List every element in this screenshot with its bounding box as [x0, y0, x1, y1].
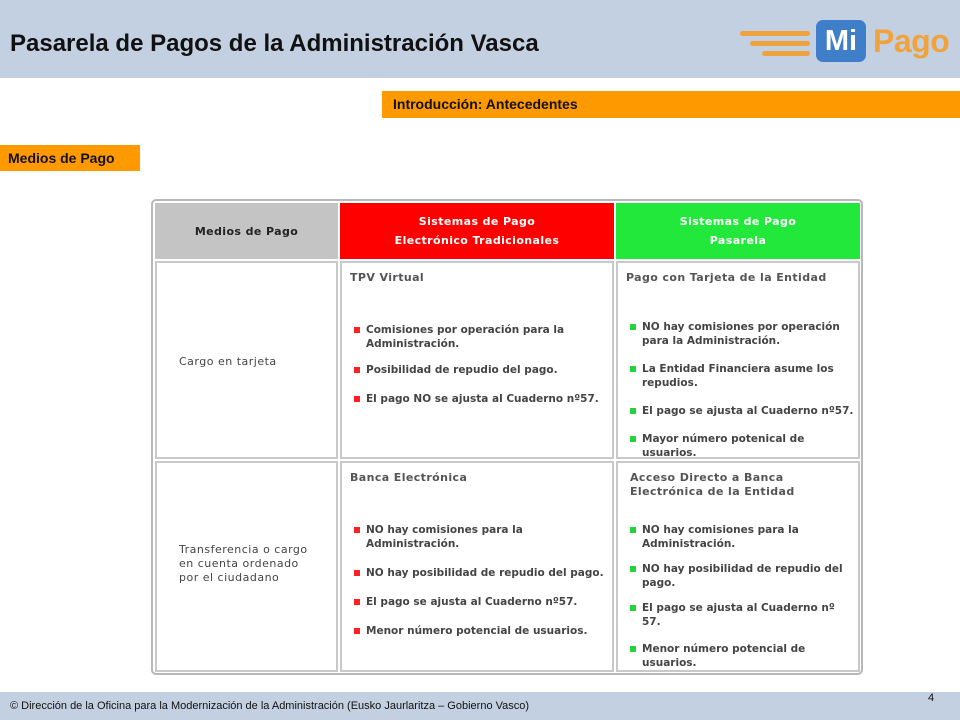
- red-bullet-icon: [354, 599, 360, 605]
- red-bullet-icon: [354, 628, 360, 634]
- green-bullet-icon: [630, 408, 636, 414]
- bullet-text: NO hay posibilidad de repudio del pago.: [642, 563, 843, 589]
- bullet-item: [628, 362, 854, 390]
- bullet-text: NO hay posibilidad de repudio del pago.: [366, 567, 604, 579]
- page-number: 4: [928, 692, 935, 704]
- row-label-transfer: Transferencia o cargo en cuenta ordenado por el ciudadano: [179, 543, 308, 584]
- logo-pago-text: Pago: [873, 23, 950, 59]
- logo-speed-line: [740, 31, 810, 36]
- row-label-card: Cargo en tarjeta: [179, 355, 277, 368]
- green-bullet-icon: [630, 646, 636, 652]
- red-bullet-icon: [354, 396, 360, 402]
- footer-band: [0, 692, 960, 720]
- row-label-cell: [155, 261, 338, 459]
- traditional-bank-bullets: [352, 523, 608, 638]
- red-bullet-icon: [354, 527, 360, 533]
- traditional-bank-cell: [340, 461, 614, 672]
- bullet-item: [628, 404, 854, 418]
- pasarela-bank-title: Acceso Directo a Banca Electrónica de la Entidad: [630, 471, 795, 498]
- header-pasarela-line2: Pasarela: [709, 234, 767, 247]
- green-bullet-icon: [630, 324, 636, 330]
- row-label-cell: [155, 461, 338, 672]
- bullet-item: [352, 595, 608, 609]
- logo-mi-badge: Mi: [816, 20, 866, 62]
- bullet-text: La Entidad Financiera asume los repudios.: [642, 363, 834, 389]
- section-tag: Introducción: Antecedentes: [382, 91, 960, 118]
- bullet-item: [352, 392, 608, 406]
- red-bullet-icon: [354, 570, 360, 576]
- bullet-item: [352, 523, 608, 551]
- header-band: [0, 0, 960, 78]
- bullet-text: Menor número potencial de usuarios.: [642, 643, 806, 669]
- bullet-text: El pago se ajusta al Cuaderno nº57.: [642, 405, 854, 417]
- bullet-item: [628, 601, 854, 629]
- bullet-text: NO hay comisiones para la Administración.: [642, 524, 799, 550]
- header-pasarela-line1: Sistemas de Pago: [679, 215, 797, 228]
- bullet-text: El pago se ajusta al Cuaderno nº57.: [366, 596, 578, 608]
- bullet-text: Comisiones por operación para la Administración.: [366, 324, 565, 350]
- bullet-text: El pago NO se ajusta al Cuaderno nº57.: [366, 393, 599, 405]
- bullet-item: [352, 566, 608, 580]
- mipago-logo: [740, 18, 950, 68]
- header-traditional-systems: [340, 203, 614, 259]
- subsection-tag: Medios de Pago: [0, 145, 140, 171]
- bullet-text: El pago se ajusta al Cuaderno nº 57.: [642, 602, 835, 628]
- logo-speed-line: [750, 41, 810, 46]
- header-medios-label: Medios de Pago: [194, 224, 299, 238]
- green-bullet-icon: [630, 436, 636, 442]
- bullet-text: NO hay comisiones por operación para la Administración.: [642, 321, 840, 347]
- bullet-text: Menor número potencial de usuarios.: [366, 625, 588, 637]
- pasarela-card-cell: [616, 261, 860, 459]
- page-title: Pasarela de Pagos de la Administración Vasca: [10, 30, 539, 57]
- header-pasarela-systems: [616, 203, 860, 259]
- bullet-item: [628, 320, 854, 348]
- pasarela-bank-bullets: [628, 523, 854, 670]
- header-traditional-line1: Sistemas de Pago: [418, 215, 536, 228]
- bullet-item: [352, 323, 608, 351]
- green-bullet-icon: [630, 366, 636, 372]
- traditional-card-title: TPV Virtual: [350, 271, 425, 284]
- bullet-item: [628, 523, 854, 551]
- bullet-item: [628, 562, 854, 590]
- red-bullet-icon: [354, 327, 360, 333]
- footer-copyright: © Dirección de la Oficina para la Modernización de la Administración (Eusko Jaurlaritza – Gobierno Vasco): [10, 700, 530, 712]
- bullet-text: Mayor número potenical de usuarios.: [642, 433, 805, 459]
- header-traditional-line2: Electrónico Tradicionales: [394, 234, 560, 247]
- bullet-item: [628, 432, 854, 460]
- pasarela-card-bullets: [628, 320, 854, 460]
- payment-methods-table: [151, 199, 863, 675]
- pasarela-card-title: Pago con Tarjeta de la Entidad: [626, 271, 827, 284]
- bullet-text: Posibilidad de repudio del pago.: [366, 364, 558, 376]
- green-bullet-icon: [630, 527, 636, 533]
- logo-speed-line: [762, 51, 810, 56]
- header-medios-de-pago: [155, 203, 338, 259]
- red-bullet-icon: [354, 367, 360, 373]
- traditional-card-bullets: [352, 323, 608, 406]
- traditional-card-cell: [340, 261, 614, 459]
- bullet-text: NO hay comisiones para la Administración.: [366, 524, 523, 550]
- traditional-bank-title: Banca Electrónica: [350, 471, 468, 484]
- bullet-item: [352, 363, 608, 377]
- bullet-item: [352, 624, 608, 638]
- bullet-item: [628, 642, 854, 670]
- pasarela-bank-cell: [616, 461, 860, 672]
- green-bullet-icon: [630, 605, 636, 611]
- green-bullet-icon: [630, 566, 636, 572]
